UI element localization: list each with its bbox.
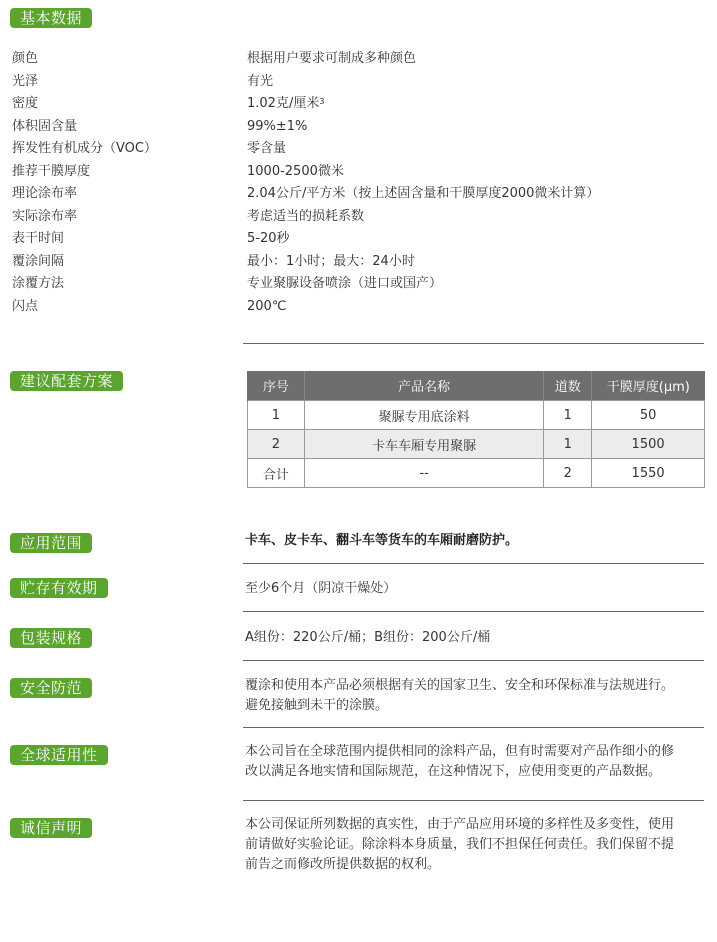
basic-value-voc: 零含量 [247, 141, 287, 156]
package-text: A组份：220公斤/桶；B组份：200公斤/桶 [245, 630, 491, 645]
table-row-total [248, 459, 705, 488]
basic-value-application-method: 专业聚脲设备喷涂（进口或国产） [247, 276, 443, 291]
basic-value-theoretical-coverage: 2.04公斤/平方米（按上述固含量和干膜厚度2000微米计算） [247, 186, 600, 201]
table-cell: 1500 [592, 430, 705, 459]
table-header-index: 序号 [248, 371, 305, 401]
section-tag-package: 包装规格 [10, 628, 92, 648]
application-text: 卡车、皮卡车、翻斗车等货车的车厢耐磨防护。 [245, 533, 519, 548]
section-tag-safety: 安全防范 [10, 678, 92, 698]
divider [243, 343, 704, 344]
section-tag-basic-data: 基本数据 [10, 8, 92, 28]
table-cell: 1550 [592, 459, 705, 488]
basic-label-theoretical-coverage: 理论涂布率 [12, 186, 78, 201]
table-header-product: 产品名称 [304, 371, 543, 401]
basic-label-color: 颜色 [12, 51, 39, 66]
table-cell: 卡车车厢专用聚脲 [304, 430, 543, 459]
honesty-line: 前请做好实验论证。除涂料本身质量，我们不担保任何责任。我们保留不提 [245, 837, 675, 852]
table-cell: -- [304, 459, 543, 488]
table-cell: 50 [592, 401, 705, 430]
table-header-row [248, 371, 705, 401]
table-row [248, 401, 705, 430]
density-value-text: 1.02克/厘米 [247, 96, 320, 111]
basic-label-touch-dry: 表干时间 [12, 231, 65, 246]
divider [243, 563, 704, 564]
basic-value-color: 根据用户要求可制成多种颜色 [247, 51, 417, 66]
basic-value-solids: 99%±1% [247, 119, 308, 134]
section-tag-global: 全球适用性 [10, 745, 108, 765]
basic-label-flash-point: 闪点 [12, 299, 39, 314]
divider [243, 727, 704, 728]
table-cell: 1 [544, 430, 592, 459]
basic-label-solids: 体积固含量 [12, 119, 78, 134]
divider [243, 660, 704, 661]
global-text [245, 742, 705, 782]
section-tag-honesty: 诚信声明 [10, 818, 92, 838]
section-tag-application: 应用范围 [10, 533, 92, 553]
section-tag-recommended-scheme: 建议配套方案 [10, 371, 123, 391]
table-cell: 2 [544, 459, 592, 488]
basic-label-density: 密度 [12, 96, 39, 111]
safety-line: 避免接触到未干的涂膜。 [245, 698, 389, 713]
basic-value-recoat-interval: 最小：1小时；最大：24小时 [247, 254, 415, 269]
basic-label-application-method: 涂覆方法 [12, 276, 65, 291]
basic-label-actual-coverage: 实际涂布率 [12, 209, 78, 224]
basic-value-touch-dry: 5-20秒 [247, 231, 290, 246]
global-line: 本公司旨在全球范围内提供相同的涂料产品，但有时需要对产品作细小的修 [245, 744, 675, 759]
table-cell: 聚脲专用底涂料 [304, 401, 543, 430]
table-header-dft: 干膜厚度(μm) [592, 371, 705, 401]
basic-value-dft: 1000-2500微米 [247, 164, 344, 179]
basic-value-actual-coverage: 考虑适当的损耗系数 [247, 209, 365, 224]
recommended-scheme-table [247, 371, 705, 488]
basic-value-density [247, 95, 324, 113]
table-cell: 1 [248, 401, 305, 430]
basic-value-gloss: 有光 [247, 74, 274, 89]
table-row [248, 430, 705, 459]
honesty-text [245, 815, 705, 875]
basic-label-dft: 推荐干膜厚度 [12, 164, 91, 179]
section-tag-storage: 贮存有效期 [10, 578, 108, 598]
storage-text: 至少6个月（阴凉干燥处） [245, 581, 397, 596]
honesty-line: 本公司保证所列数据的真实性，由于产品应用环境的多样性及多变性，使用 [245, 817, 675, 832]
safety-text [245, 676, 705, 716]
divider [243, 800, 704, 801]
basic-value-flash-point: 200℃ [247, 299, 287, 314]
table-header-coats: 道数 [544, 371, 592, 401]
table-cell: 2 [248, 430, 305, 459]
honesty-line: 前告之而修改所提供数据的权利。 [245, 857, 441, 872]
basic-label-voc: 挥发性有机成分（VOC） [12, 141, 157, 156]
table-cell: 1 [544, 401, 592, 430]
divider [243, 611, 704, 612]
safety-line: 覆涂和使用本产品必须根据有关的国家卫生、安全和环保标准与法规进行。 [245, 678, 675, 693]
basic-label-gloss: 光泽 [12, 74, 39, 89]
global-line: 改以满足各地实情和国际规范，在这种情况下，应使用变更的产品数据。 [245, 764, 662, 779]
basic-label-recoat-interval: 覆涂间隔 [12, 254, 65, 269]
density-superscript: 3 [319, 97, 325, 106]
table-cell: 合计 [248, 459, 305, 488]
